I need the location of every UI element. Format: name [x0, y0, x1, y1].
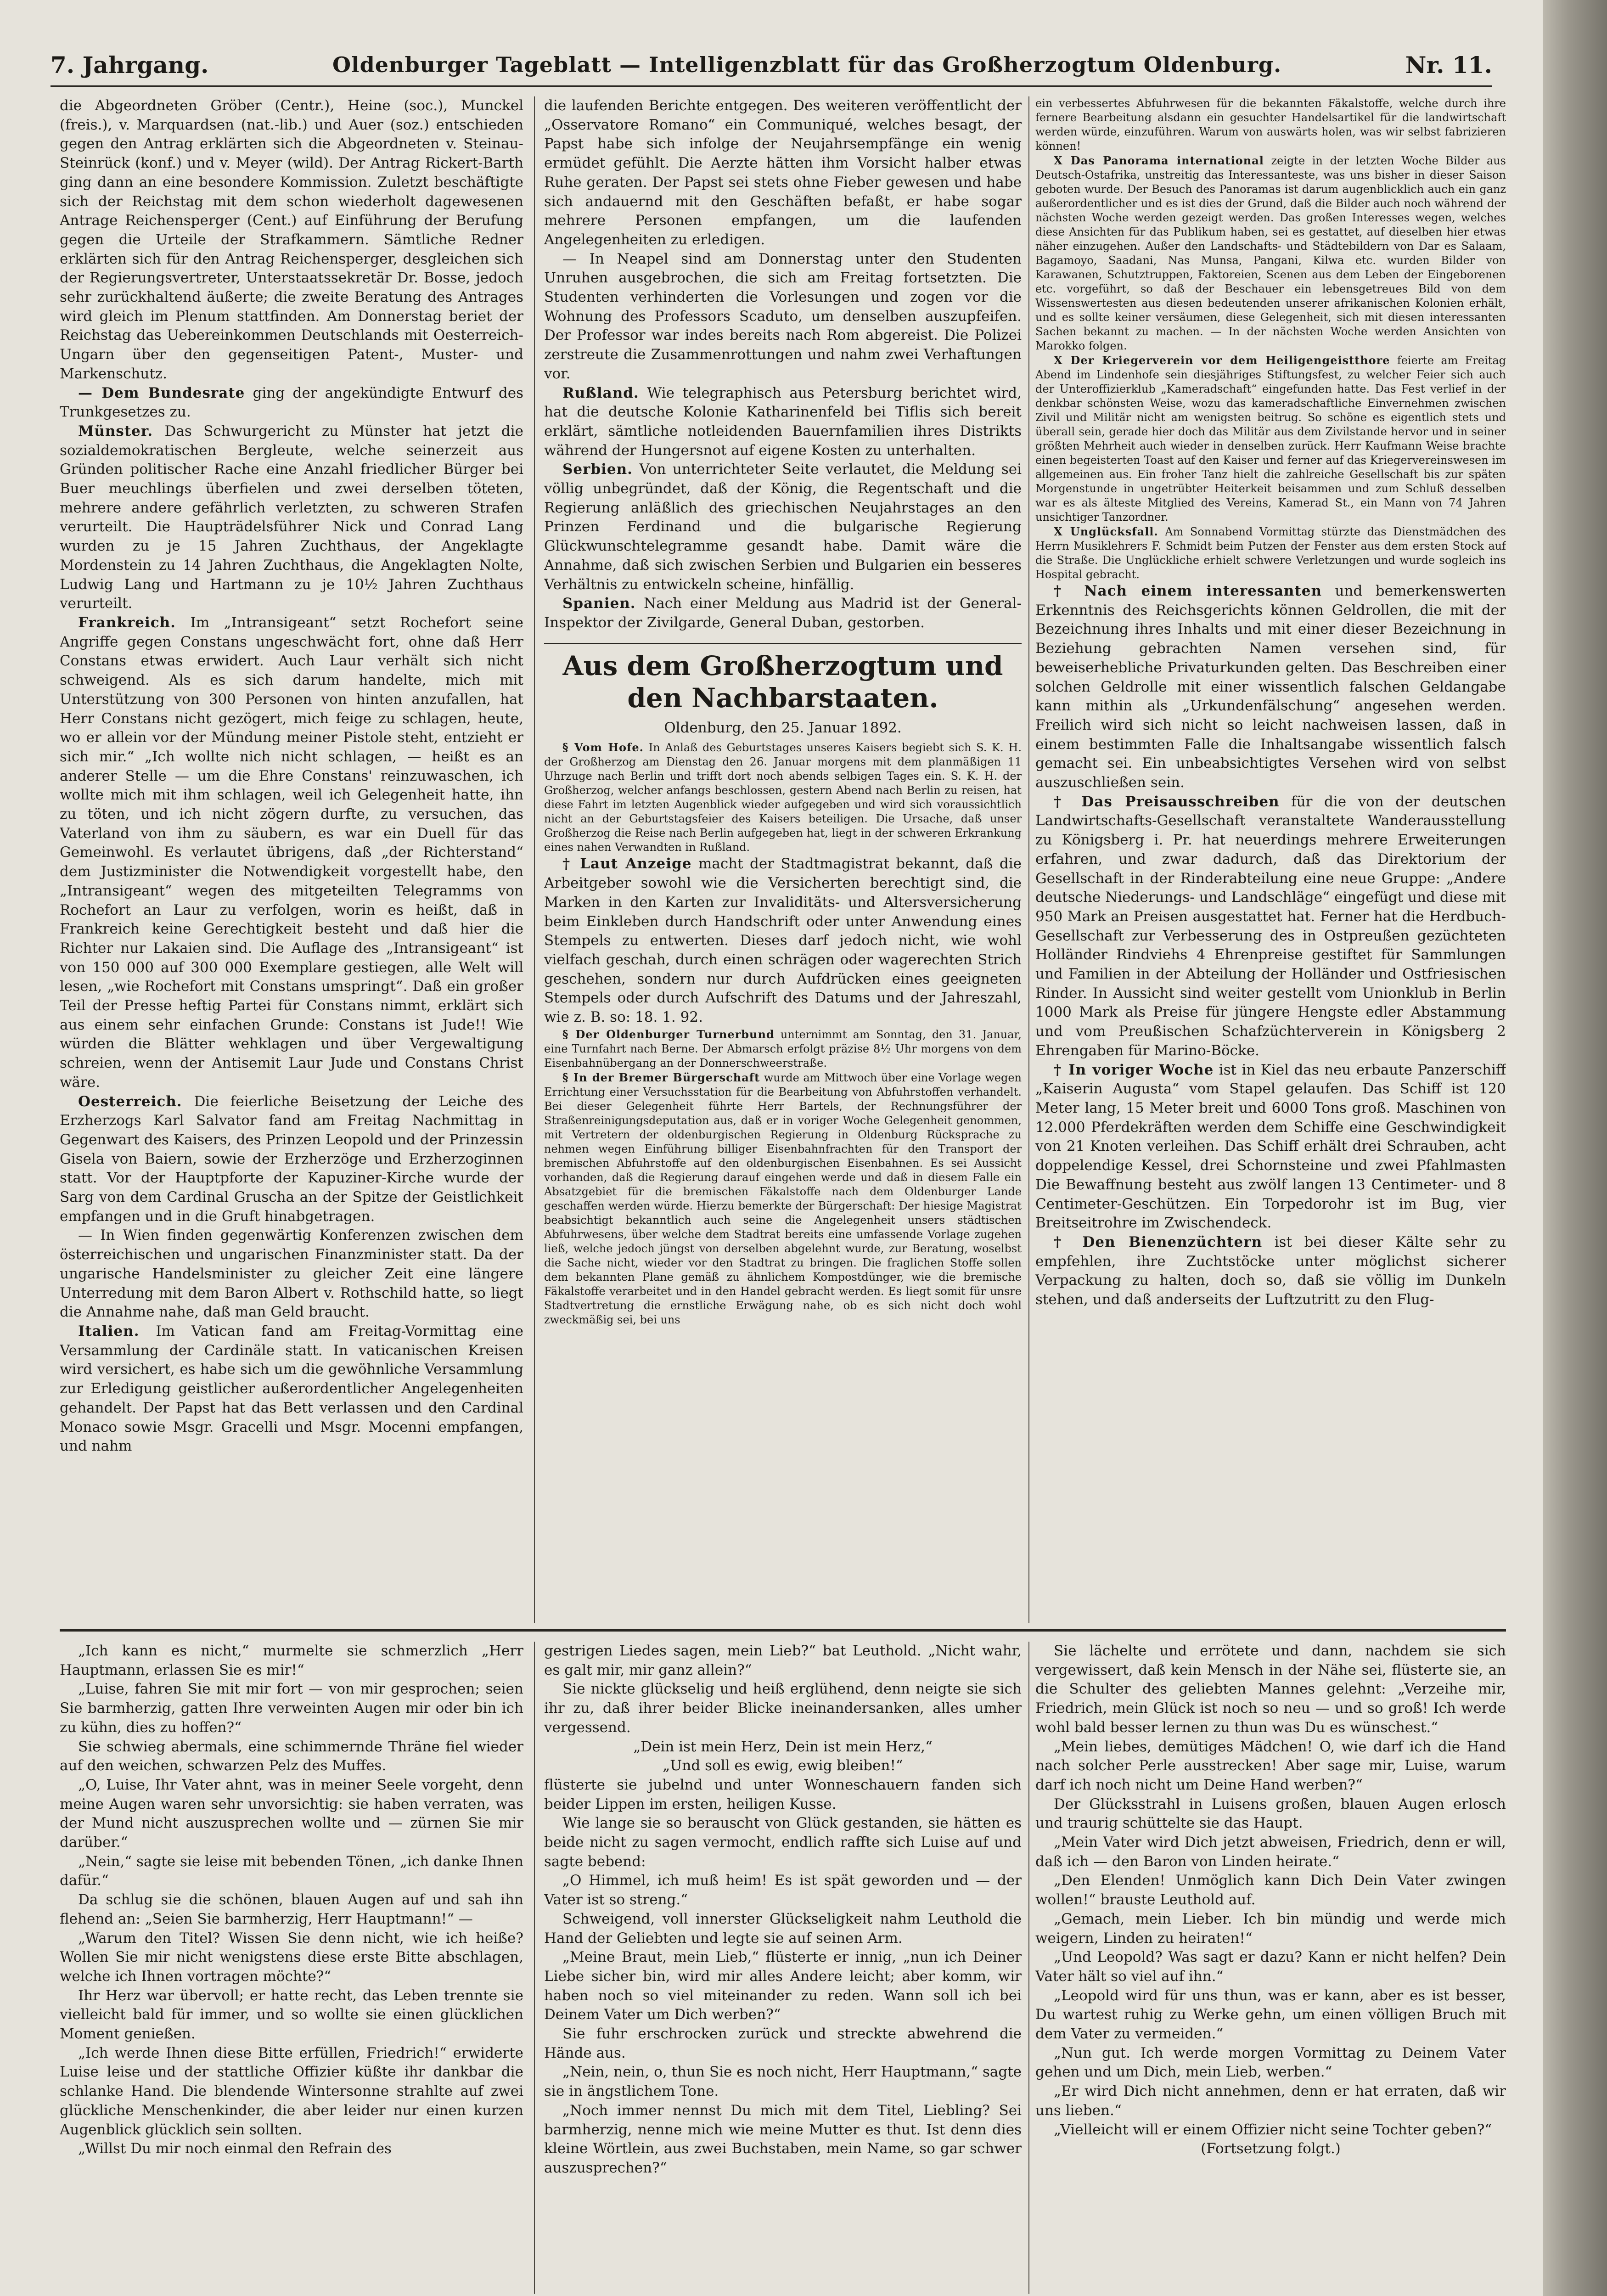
article-paragraph — [60, 384, 523, 422]
article-keyword: † Nach einem interessanten — [1054, 583, 1322, 599]
story-paragraph: flüsterte sie jubelnd und unter Wonneschauern fanden sich beider Lippen im ersten, heiligen Kusse. — [544, 1776, 1022, 1812]
article-paragraph — [544, 1070, 1022, 1327]
article-paragraph — [544, 855, 1022, 1027]
article-keyword: Oesterreich. — [78, 1093, 182, 1110]
masthead-title: Oldenburger Tageblatt — Intelligenzblatt für das Großherzogtum Oldenburg. — [332, 52, 1282, 77]
article-text: Wie telegraphisch aus Petersburg berichtet wird, hat die deutsche Kolonie Katharinenfeld bei Tiflis sich bereit erklärt, sämtliche notleidenden Bauernfamilien ihres Distrikts während der Hungersnot auf eigene Kosten zu unterhalten. — [544, 384, 1022, 459]
article-keyword: † Das Preisausschreiben — [1054, 793, 1280, 810]
story-paragraph: „Warum den Titel? Wissen Sie denn nicht, wie ich heiße? Wollen Sie mir nicht wenigstens diese erste Bitte abschlagen, welche ich Ihnen vortragen möchte?“ — [60, 1930, 523, 1985]
article-text: ist in Kiel das neu erbaute Panzerschiff „Kaiserin Augusta“ vom Stapel gelaufen. Das Schiff ist 120 Meter lang, 15 Meter breit und 6000 Tons groß. Maschinen von 12.000 Pferdekräften werden dem Schiffe eine Geschwindigkeit von 21 Knoten verleihen. Das Schiff erhält drei Schrauben, acht doppelendige Kessel, drei Schornsteine und zwei Pfahlmasten Die Bewaffnung besteht aus zwölf langen 13 Centimeter- und 8 Centimeter-Geschützen. Ein Torpedorohr ist im Bug, vier Breitseitrohre im Zwischendeck. — [1035, 1061, 1506, 1232]
article-keyword: Italien. — [78, 1323, 140, 1339]
article-text: In Anlaß des Geburtstages unseres Kaisers begiebt sich S. K. H. der Großherzog am Dienstag den 26. Januar morgens mit dem planmäßigen 11 Uhrzuge nach Berlin und trifft dort noch abends selbigen Tages ein. S. K. H. der Großherzog, welcher anfangs beschlossen, gestern Abend nach Berlin zu reisen, hat diese Fahrt im letzten Augenblick wieder aufgegeben und wird sich voraussichtlich nicht an der Geburtstagsfeier des Kaisers beteiligen. Die Ursache, daß unser Großherzog die Reise nach Berlin aufgegeben hat, liegt in der schweren Erkrankung eines nahen Verwandten in Rußland. — [544, 741, 1022, 854]
story-paragraph: „Ich werde Ihnen diese Bitte erfüllen, Friedrich!“ erwiderte Luise leise und der stattliche Offizier küßte ihr dankbar die schlanke Hand. Die blendende Wintersonne strahlte auf zwei glückliche Menschenkinder, die aber leider nur einen kurzen Augenblick glücklich sein sollten. — [60, 2044, 523, 2138]
article-paragraph — [544, 594, 1022, 632]
story-paragraph: Schweigend, voll innerster Glückseligkeit nahm Leuthold die Hand der Geliebten und legte sie auf seinen Arm. — [544, 1910, 1022, 1947]
article-text: und bemerkenswerten Erkenntnis des Reichsgerichts können Geldrollen, die mit der Bezeichnung ihres Inhalts und mit einer dieser Bezeichnung in Beziehung gebrachten Namen versehen sind, für beweiserhebliche Privaturkunden gelten. Das Beschreiben einer solchen Geldrolle mit einer wissentlich falschen Geldangabe kann mithin als „Urkundenfälschung“ angesehen werden. Freilich wird sich nicht so leicht nachweisen lassen, daß in einem bestimmten Falle die Inhaltsangabe wissentlich falsch gemacht sei. Ein unbeabsichtigtes Versehen wird von selbst auszuschließen sein. — [1035, 583, 1506, 791]
story-paragraph: „Vielleicht will er einem Offizier nicht seine Tochter geben?“ — [1054, 2121, 1492, 2138]
story-paragraph: „Er wird Dich nicht annehmen, denn er hat erraten, daß wir uns lieben.“ — [1035, 2083, 1506, 2119]
song-line: „Dein ist mein Herz, Dein ist mein Herz,“ — [633, 1738, 933, 1755]
article-keyword: X Unglücksfall. — [1054, 525, 1158, 538]
story-paragraph: „Und Leopold? Was sagt er dazu? Kann er nicht helfen? Dein Vater hält so viel auf ihn.“ — [1035, 1949, 1506, 1985]
article-paragraph — [60, 1092, 523, 1227]
article-text: für die von der deutschen Landwirtschafts-Gesellschaft veranstaltete Wanderausstellung zu Königsberg i. Pr. hat neuerdings mehrere Erweiterungen erfahren, und zwar dadurch, daß das Direktorium der Gesellschaft in der Rinderabteilung eine neue Gruppe: „Andere deutsche Niederungs- und Landschläge“ eingefügt und diese mit 950 Mark an Preisen ausgestattet hat. Ferner hat die Herdbuch-Gesellschaft zur Verbesserung des in Ostpreußen gezüchteten Holländer Rindviehs 4 Ehrenpreise gestiftet für Sammlungen und Familien in der Abteilung der Holländer und Ostfriesischen Rinder. In Aussicht sind weiter gestellt vom Unionklub in Berlin 1000 Mark als Preise für jüngere Hengste edler Abstammung und vom Preußischen Schafzüchterverein in Königsberg 2 Ehrengaben für Marino-Böcke. — [1035, 793, 1506, 1059]
article-keyword: Rußland. — [562, 384, 639, 401]
article-text: Nach einer Meldung aus Madrid ist der General-Inspektor der Zivilgarde, General Duban, gestorben. — [544, 595, 1022, 631]
story-paragraph: „Willst Du mir noch einmal den Refrain des — [78, 2140, 392, 2157]
feuilleton-column — [1035, 1642, 1506, 2294]
article-paragraph: — In Wien finden gegenwärtig Konferenzen zwischen dem österreichischen und ungarischen Finanzminister statt. Da der ungarische Handelsminister zu gleicher Zeit eine längere Unterredung mit dem Baron Albert v. Rothschild hatte, so liegt die Annahme nahe, daß man Geld braucht. — [60, 1227, 523, 1321]
article-paragraph — [544, 384, 1022, 461]
story-paragraph: Wie lange sie so berauscht von Glück gestanden, sie hätten es beide nicht zu sagen vermocht, endlich raffte sich Luise auf und sagte bebend: — [544, 1815, 1022, 1870]
story-paragraph: „Nein,“ sagte sie leise mit bebenden Tönen, „ich danke Ihnen dafür.“ — [60, 1853, 523, 1889]
story-paragraph: gestrigen Liedes sagen, mein Lieb?“ bat Leuthold. „Nicht wahr, es galt mir, mir ganz allein?“ — [544, 1643, 1022, 1678]
article-paragraph — [1035, 793, 1506, 1061]
song-line: „Und soll es ewig, ewig bleiben!“ — [663, 1757, 903, 1774]
page-edge-shadow — [1543, 0, 1607, 2296]
article-paragraph — [544, 1027, 1022, 1070]
story-paragraph: „Mein liebes, demütiges Mädchen! O, wie darf ich die Hand nach solcher Perle ausstrecken! Aber sage mir, Luise, warum darf ich noch nicht um Deine Hand werben?“ — [1035, 1738, 1506, 1793]
article-text: zeigte in der letzten Woche Bilder aus Deutsch-Ostafrika, unstreitig das Interessanteste, was uns bisher in dieser Saison geboten wurde. Der Besuch des Panoramas ist darum augenblicklich auch ein ganz außerordentlicher und es ist dies der Grund, daß die Bilder auch noch während der nächsten Woche werden gezeigt werden. Das großen Interesses wegen, welches diese Ansichten für das Publikum haben, sei es gestattet, auf dieselben hier etwas näher einzugehen. Außer den Landschafts- und Städtebildern von Dar es Salaam, Bagamoyo, Saadani, Nas Munsa, Pangani, Kilwa etc. wurden Bilder von Karawanen, Schutztruppen, Faktoreien, Scenen aus dem Leben der Eingeborenen etc. vorgeführt, so daß der Beschauer ein lebensgetreues Bild von dem Wissenswertesten aus diesen bedeutenden unserer afrikanischen Kolonien erhält, und es sollte keiner versäumen, diese Gelegenheit, sich mit diesen interessanten Sachen bekannt zu machen. — In der nächsten Woche werden Ansichten von Marokko folgen. — [1035, 154, 1506, 352]
article-keyword: Spanien. — [562, 595, 636, 612]
article-text: Das Schwurgericht zu Münster hat jetzt die sozialdemokratischen Bergleute, welche seinerzeit aus Gründen politischer Rache eine Anzahl friedlicher Bürger bei Buer meuchlings überfielen und zwei derselben töteten, mehrere andere gefährlich verletzten, zu schweren Strafen verurteilt. Die Haupträdelsführer Nick und Conrad Lang wurden zu je 15 Jahren Zuchthaus, der Angeklagte Mordenstein zu 14 Jahren Zuchthaus, die Angeklagten Nolte, Ludwig Lang und Hartmann zu je 10½ Jahren Zuchthaus verurteilt. — [60, 422, 523, 612]
story-paragraph: „Gemach, mein Lieber. Ich bin mündig und werde mich weigern, Linden zu heiraten!“ — [1035, 1910, 1506, 1947]
article-keyword: † In voriger Woche — [1054, 1061, 1214, 1078]
story-paragraph: Da schlug sie die schönen, blauen Augen auf und sah ihn flehend an: „Seien Sie barmherzig, Herr Hauptmann!“ — — [60, 1891, 523, 1927]
article-text: wurde am Mittwoch über eine Vorlage wegen Errichtung einer Versuchsstation für die Bearbeitung von Abfuhrstoffen verhandelt. Bei dieser Gelegenheit führte Herr Bartels, der Rechnungsführer der Straßenreinigungsdeputation aus, daß er in voriger Woche Gelegenheit genommen, mit Vertretern der oldenburgischen Regierung in Oldenburg Rücksprache zu nehmen wegen Einführung billiger Eisenbahnfrachten für den Transport der bremischen Abfuhrstoffe auf den oldenburgischen Eisenbahnen. Es sei Aussicht vorhanden, daß die Regierung darauf eingehen werde und daß in diesem Falle ein Absatzgebiet für die bremischen Fäkalstoffe nach dem Oldenburger Lande geschaffen werden würde. Hierzu bemerkte der Bürgerschaft: Der hiesige Magistrat beabsichtigt bekanntlich auch seine die Angelegenheit unsers städtischen Abfuhrwesens, über welche dem Stadtrat bereits eine umfassende Vorlage zugehen ließ, welche jedoch jüngst von derselben abgelehnt wurde, zur Beratung, woselbst die Sache nicht, wieder vor den Stadtrat zu bringen. Die fraglichen Stoffe sollen dem bekannten Plane gemäß zu ähnlichem Kompostdünger, wie die bremische Fäkalstoffe verarbeitet und in den Handel gebracht werden. Es liegt somit für unsre Stadtvertretung die ernstliche Erwägung nahe, ob es sich nicht doch wohl zweckmäßig sei, bei uns — [544, 1071, 1022, 1326]
continuation-note: (Fortsetzung folgt.) — [1201, 2140, 1341, 2157]
article-paragraph — [1035, 353, 1506, 524]
column-foreign-and-local — [544, 96, 1022, 1623]
column-divider — [1028, 96, 1029, 1623]
section-heading: Aus dem Großherzogtum und den Nachbarstaaten. — [544, 643, 1022, 714]
article-keyword: § Vom Hofe. — [562, 741, 644, 754]
feuilleton-column — [544, 1642, 1022, 2294]
feuilleton-column — [60, 1642, 523, 2294]
article-text: Von unterrichteter Seite verlautet, die Meldung sei völlig unbegründet, daß der König, die Regentschaft und die Regierung anläßlich des griechischen Neujahrstages an den Prinzen Ferdinand und die bulgarische Regierung Glückwunschtelegramme gesandt habe. Damit wäre die Annahme, daß sich zwischen Serbien und Bulgarien ein besseres Verhältnis zu entwickeln scheine, hinfällig. — [544, 461, 1022, 593]
story-paragraph: „Nein, nein, o, thun Sie es noch nicht, Herr Hauptmann,“ sagte sie in ängstlichem Tone. — [544, 2064, 1022, 2100]
column-local-news — [1035, 96, 1506, 1623]
article-paragraph — [1035, 153, 1506, 353]
article-keyword: X Das Panorama international — [1054, 154, 1264, 167]
story-paragraph: Ihr Herz war übervoll; er hatte recht, das Leben trennte sie vielleicht bald für immer, und so wollte sie einen glücklichen Moment genießen. — [60, 1987, 523, 2043]
article-keyword: § In der Bremer Bürgerschaft — [562, 1070, 760, 1084]
article-keyword: Frankreich. — [78, 614, 176, 631]
story-paragraph: „Den Elenden! Unmöglich kann Dich Dein Vater zwingen wollen!“ brauste Leuthold auf. — [1035, 1872, 1506, 1908]
article-keyword: § Der Oldenburger Turnerbund — [562, 1027, 775, 1041]
story-paragraph: „O Himmel, ich muß heim! Es ist spät geworden und — der Vater ist so streng.“ — [544, 1872, 1022, 1908]
article-text: Die feierliche Beisetzung der Leiche des Erzherzogs Karl Salvator fand am Freitag Nachmittag in Gegenwart des Kaisers, des Prinzen Leopold und der Prinzessin Gisela von Baiern, sowie der Erzherzöge und Erzherzoginnen statt. Vor der Hauptpforte der Kapuziner-Kirche wurde der Sarg von dem Cardinal Gruscha an der Spitze der Geistlichkeit empfangen und in die Gruft hinabgetragen. — [60, 1093, 523, 1225]
dateline: Oldenburg, den 25. Januar 1892. — [664, 719, 902, 736]
column-divider — [534, 96, 535, 1623]
article-paragraph: ein verbessertes Abfuhrwesen für die bekannten Fäkalstoffe, welche durch ihre fernere Bearbeitung alsdann ein gesuchter Handelsartikel für die landwirtschaft werden würde, einzuführen. Warum von auswärts holen, was wir selbst fabrizieren können! — [1035, 97, 1506, 152]
story-paragraph: Sie lächelte und errötete und dann, nachdem sie sich vergewissert, daß kein Mensch in der Nähe sei, flüsterte sie, an die Schulter des geliebten Mannes gelehnt: „Verzeihe mir, Friedrich, mein Glück ist noch so neu — und so groß! Ich werde wohl bald besser lernen zu thun was Du es wünschest.“ — [1035, 1643, 1506, 1736]
column-politics — [60, 96, 523, 1623]
page-header — [51, 51, 1492, 87]
story-paragraph: „Leopold wird für uns thun, was er kann, aber es ist besser, Du wartest ruhig zu Werke gehn, um einen völligen Bruch mit dem Vater zu vermeiden.“ — [1035, 1987, 1506, 2043]
article-text: Im „Intransigeant“ setzt Rochefort seine Angriffe gegen Constans ungeschwächt fort, ohne daß Herr Constans etwas erwidert. Auch Laur verhält sich nicht schweigend. Als es sich darum handelte, mich mit Unterstützung von 300 Personen von hinten anzufallen, hat Herr Constans nicht gezögert, mich feige zu schlagen, heute, wo er allein vor der Mündung meiner Pistole steht, entzieht er sich mir.“ „Ich wollte nich nicht schlagen, — heißt es an anderer Stelle — um die Ehre Constans' reinzuwaschen, ich wollte mich mit ihm schlagen, weil ich Gelegenheit hatte, ihn zu töten, und ich nicht zögern durfte, zu versuchen, das Vaterland von ihm zu säubern, es war ein Duell für das Gemeinwohl. Es verlautet übrigens, daß „der Richterstand“ dem Justizminister die Notwendigkeit vorgestellt habe, den „Intransigeant“ wegen des mitgeteilten Telegramms von Rochefort an Laur zu verfolgen, worin es heißt, daß in Frankreich keine Gerechtigkeit besteht und daß hier die Richter nur Lakaien sind. Die Auflage des „Intransigeant“ ist von 150 000 auf 300 000 Exemplare gestiegen, alle Welt will lesen, „wie Rochefort mit Constans umspringt“. Daß ein großer Teil der Presse heftig Partei für Constans nimmt, erklärt sich aus einem sehr einfachen Grunde: Constans ist Jude!! Wie würden die Blätter wehklagen und über Vergewaltigung schreien, wenn der Antisemit Laur Jude und Constans Christ wäre. — [60, 614, 523, 1091]
article-paragraph — [1035, 582, 1506, 793]
article-text: unternimmt am Sonntag, den 31. Januar, eine Turnfahrt nach Berne. Der Abmarsch erfolgt präzise 8½ Uhr morgens von dem Eisenbahnübergang an der Donnerschweerstraße. — [544, 1028, 1022, 1069]
article-text: Im Vatican fand am Freitag-Vormittag eine Versammlung der Cardinäle statt. In vaticanischen Kreisen wird versichert, es habe sich um die gewöhnliche Versammlung zur Erledigung geistlicher außerordentlicher Angelegenheiten gehandelt. Der Papst hat das Bett verlassen und den Cardinal Monaco sowie Msgr. Gracelli und Msgr. Mocenni empfangen, und nahm — [60, 1323, 523, 1455]
article-text: Am Sonnabend Vormittag stürzte das Dienstmädchen des Herrn Musiklehrers F. Schmidt beim Putzen der Fenster aus dem ersten Stock auf die Straße. Die Unglückliche erhielt schwere Verletzungen und wurde sogleich ins Hospital gebracht. — [1035, 525, 1506, 581]
story-paragraph: „Mein Vater wird Dich jetzt abweisen, Friedrich, denn er will, daß ich — den Baron von Linden heirate.“ — [1035, 1834, 1506, 1870]
story-paragraph: „Noch immer nennst Du mich mit dem Titel, Liebling? Sei barmherzig, nenne mich wie meine Mutter es thut. Ist denn dies kleine Wörtlein, aus zwei Buchstaben, mein Name, so gar schwer auszusprechen?“ — [544, 2102, 1022, 2176]
article-keyword: † Laut Anzeige — [562, 855, 692, 872]
issue-number: Nr. 11. — [1405, 51, 1492, 79]
article-keyword: Serbien. — [562, 461, 633, 478]
article-paragraph: die Abgeordneten Gröber (Centr.), Heine (soc.), Munckel (freis.), v. Marquardsen (nat.-lib.) und Auer (soz.) entschieden gegen den Antrag erklärten sich die Abgeordneten v. Steinau-Steinrück (konf.) und v. Meyer (wild). Der Antrag Rickert-Barth ging dann an eine besondere Kommission. Zuletzt beschäftigte sich der Reichstag mit dem schon wiederholt dagewesenen Antrage Reichensperger (Cent.) auf Einführung der Berufung gegen die Urteile der Strafkammern. Sämtliche Redner erklärten sich für den Antrag Reichensperger, desgleichen sich der Regierungsvertreter, Unterstaatssekretär Dr. Bosse, jedoch sehr zurückhaltend äußerte; die zweite Beratung des Antrages wird gleich im Plenum stattfinden. Am Donnerstag beriet der Reichstag das Uebereinkommen Deutschlands mit Oesterreich-Ungarn über den gegenseitigen Patent-, Muster- und Markenschutz. — [60, 97, 523, 382]
story-paragraph: „Ich kann es nicht,“ murmelte sie schmerzlich „Herr Hauptmann, erlassen Sie es mir!“ — [60, 1643, 523, 1678]
article-paragraph — [1035, 524, 1506, 582]
story-paragraph: „Meine Braut, mein Lieb,“ flüsterte er innig, „nun ich Deiner Liebe sicher bin, wird mir alles Andere leicht; aber komm, wir haben noch so viel miteinander zu reden. Wann soll ich bei Deinem Vater um Dich werben?“ — [544, 1949, 1022, 2023]
article-paragraph: die laufenden Berichte entgegen. Des weiteren veröffentlicht der „Osservatore Romano“ ein Communiqué, welches besagt, der Papst habe sich infolge der Neujahrsempfänge ein wenig ermüdet gefühlt. Die Aerzte hätten ihm Vorsicht halber etwas Ruhe geraten. Der Papst sei stets ohne Fieber gewesen und habe sich andauernd mit den Geschäften befaßt, er habe sogar mehrere Personen empfangen, um die laufenden Angelegenheiten zu erledigen. — [544, 97, 1022, 248]
article-paragraph — [1035, 1233, 1506, 1310]
story-paragraph: Sie nickte glückselig und heiß erglühend, denn neigte sie sich ihr zu, daß ihrer beider Blicke ineinandersanken, alles umher vergessend. — [544, 1681, 1022, 1736]
article-paragraph: — In Neapel sind am Donnerstag unter den Studenten Unruhen ausgebrochen, die sich am Freitag fortsetzten. Die Studenten verhinderten die Vorlesungen und zogen vor die Wohnung des Professors Scaduto, um denselben auszupfeifen. Der Professor war indes bereits nach Rom abgereist. Die Polizei zerstreute die Zusammenrottungen und nahm zwei Verhaftungen vor. — [544, 250, 1022, 382]
story-paragraph: „Luise, fahren Sie mit mir fort — von mir gesprochen; seien Sie barmherzig, gatten Ihre verweinten Augen mir oder bin ich zu kühn, dies zu hoffen?“ — [60, 1681, 523, 1736]
feuilleton-divider — [60, 1629, 1506, 1632]
column-divider — [534, 1642, 535, 2294]
story-paragraph: Der Glücksstrahl in Luisens großen, blauen Augen erlosch und traurig schüttelte sie das Haupt. — [1035, 1795, 1506, 1832]
article-text: macht der Stadtmagistrat bekannt, daß die Arbeitgeber sowohl wie die Versicherten berechtigt sind, die Marken in den Karten zur Invaliditäts- und Altersversicherung beim Einkleben durch Handschrift oder unter Anwendung eines Stempels zu entwerten. Dieses darf jedoch nicht, wie wohl vielfach geschah, durch einen schrägen oder wagerechten Strich geschehen, sondern nur durch Aufdrücken eines geeigneten Stempels oder durch Aufschrift des Datums und der Jahreszahl, wie z. B. so: 18. 1. 92. — [544, 855, 1022, 1026]
article-paragraph — [544, 460, 1022, 594]
story-paragraph: „Nun gut. Ich werde morgen Vormittag zu Deinem Vater gehen und um Dich, mein Lieb, werben.“ — [1035, 2044, 1506, 2081]
article-keyword: Münster. — [78, 422, 153, 439]
volume-label: 7. Jahrgang. — [51, 51, 209, 79]
article-text: feierte am Freitag Abend im Lindenhofe sein diesjähriges Stiftungsfest, zu welcher Feier sich auch der Unteroffizierklub „Kameradschaft“ eingefunden hatte. Das Fest verlief in der denkbar schönsten Weise, wozu das kameradschaftliche Einvernehmen zwischen Zivil und Militär nicht am wenigsten beitrug. So schöne es eigentlich stets und überall sein, gerade hier doch das Militär aus dem Zivilstande hervor und in seiner größten Mehrheit auch wieder in denselben zurück. Herr Kaufmann Weise brachte einen begeisterten Toast auf den Kaiser und ferner auf das Kriegervereinswesen im allgemeinen aus. Ein froher Tanz hielt die zahlreiche Gesellschaft bis zur späten Morgenstunde in ungetrübter Heiterkeit beisammen und zum Schluß desselben war es als älteste Mitglied des Vereins, Kamerad St., ein Mann von 74 Jahren unsichtiger Tanzordner. — [1035, 354, 1506, 523]
article-text: ist bei dieser Kälte sehr zu empfehlen, ihre Zuchtstöcke unter möglichst sicherer Verpackung zu halten, doch so, daß sie völlig im Dunkeln stehen, und daß anderseits der Luftzutritt zu den Flug- — [1035, 1233, 1506, 1308]
column-divider — [1028, 1642, 1029, 2294]
article-paragraph — [60, 422, 523, 613]
story-paragraph: Sie schwieg abermals, eine schimmernde Thräne fiel wieder auf den weichen, schwarzen Pelz des Muffes. — [60, 1738, 523, 1774]
article-paragraph — [60, 613, 523, 1092]
article-paragraph — [544, 740, 1022, 855]
story-paragraph: Sie fuhr erschrocken zurück und streckte abwehrend die Hände aus. — [544, 2026, 1022, 2061]
story-paragraph: „O, Luise, Ihr Vater ahnt, was in meiner Seele vorgeht, denn meine Augen waren sehr unvorsichtig: sie haben verraten, was der Mund nicht auszusprechen wollte und — zürnen Sie mir darüber.“ — [60, 1776, 523, 1851]
article-text: ging der angekündigte Entwurf des Trunkgesetzes zu. — [60, 384, 523, 421]
article-keyword: † Den Bienenzüchtern — [1054, 1233, 1263, 1250]
article-keyword: X Der Kriegerverein vor dem Heiligengeistthore — [1054, 354, 1390, 367]
article-paragraph — [60, 1322, 523, 1456]
article-paragraph — [1035, 1061, 1506, 1233]
article-keyword: — Dem Bundesrate — [78, 384, 245, 401]
